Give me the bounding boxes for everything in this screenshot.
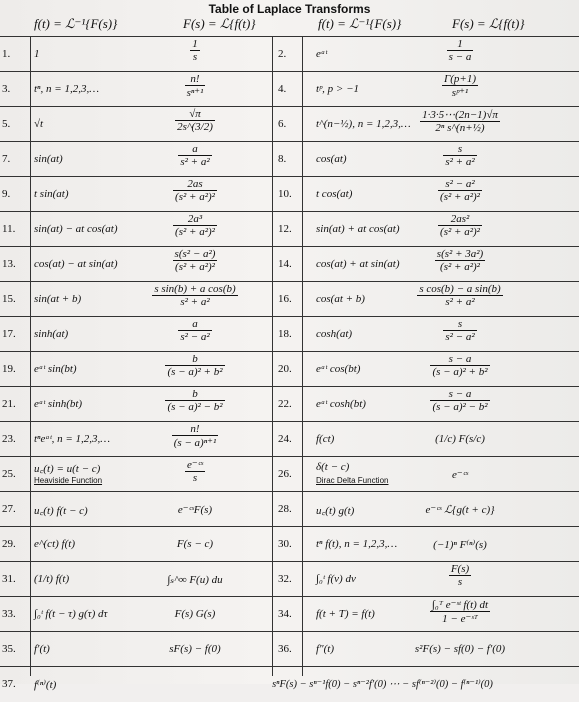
- transform-expression: [380, 643, 540, 655]
- transform-number: 22.: [278, 398, 292, 410]
- time-function: f(ct): [316, 433, 335, 445]
- transform-fraction: [420, 108, 500, 134]
- time-function: f″(t): [316, 643, 335, 655]
- time-function: eᵃᵗ sinh(bt): [34, 398, 83, 410]
- time-function: cos(at) + at sin(at): [316, 258, 400, 270]
- time-function: t cos(at): [316, 188, 353, 200]
- fraction-denominator: s² + a²: [180, 296, 210, 308]
- table-row: [0, 36, 579, 72]
- fraction-denominator: 2s^(3/2): [177, 121, 213, 133]
- time-function: tⁿ, n = 1,2,3,…: [34, 83, 99, 95]
- transform-fraction: [447, 38, 474, 63]
- function-name-note: Heaviside Function: [34, 476, 103, 485]
- transform-number: 33.: [2, 608, 16, 620]
- fraction-denominator: s² + a²: [445, 156, 475, 168]
- time-function: 1: [34, 48, 40, 60]
- transform-expression: [115, 643, 275, 655]
- fraction-denominator: (s² + a²)²: [440, 226, 480, 238]
- transform-fraction: [449, 563, 471, 588]
- transform-number: 17.: [2, 328, 16, 340]
- table-row: [0, 176, 579, 212]
- transform-value: sⁿF(s) − sⁿ⁻¹f(0) − sⁿ⁻²f′(0) ⋯ − sf⁽ⁿ⁻²⁾(0) − f⁽ⁿ⁻¹⁾(0): [272, 679, 493, 690]
- fraction-numerator: e⁻ᶜˢ: [187, 459, 203, 471]
- transform-fraction: [178, 318, 211, 343]
- transform-fraction: [152, 283, 237, 308]
- transform-expression: [380, 353, 540, 378]
- transform-expression: [115, 318, 275, 343]
- fraction-denominator: s² + a²: [445, 296, 475, 308]
- transform-fraction: [417, 283, 502, 308]
- transform-expression: [190, 678, 575, 690]
- table-row: [0, 211, 579, 247]
- transform-expression: [115, 143, 275, 168]
- transform-fraction: [172, 423, 219, 449]
- transform-expression: [380, 38, 540, 63]
- time-function: t sin(at): [34, 188, 69, 200]
- fraction-denominator: (s − a)² + b²: [167, 366, 223, 378]
- transform-number: 23.: [2, 433, 16, 445]
- transform-fraction: [438, 213, 482, 238]
- transform-expression: [115, 458, 275, 484]
- transform-expression: [115, 283, 275, 308]
- table-row: [0, 561, 579, 597]
- time-function: tⁿ f(t), n = 1,2,3,…: [316, 538, 398, 550]
- table-row: [0, 596, 579, 632]
- transform-fraction: [173, 213, 217, 238]
- transform-number: 11.: [2, 223, 16, 235]
- transform-expression: [115, 248, 275, 273]
- transform-expression: [380, 563, 540, 588]
- fraction-denominator: (s² + a²)²: [440, 191, 480, 203]
- transform-expression: [115, 73, 275, 99]
- transform-number: 21.: [2, 398, 16, 410]
- transform-value: F(s − c): [176, 538, 214, 550]
- transform-expression: [115, 178, 275, 203]
- transform-value: sF(s) − f(0): [169, 643, 221, 655]
- transform-number: 31.: [2, 573, 16, 585]
- transform-fraction: [165, 353, 224, 378]
- fraction-denominator: s − a: [448, 51, 472, 63]
- time-function: ∫₀ᵗ f(v) dv: [316, 573, 356, 585]
- fraction-numerator: s(s² − a²): [174, 248, 216, 260]
- transform-expression: [115, 573, 275, 586]
- fraction-denominator: 2ⁿ s^(n+½): [435, 122, 485, 134]
- time-function: sinh(at): [34, 328, 69, 340]
- transform-number: 26.: [278, 468, 292, 480]
- table-row: [0, 351, 579, 387]
- fraction-denominator: (s² + a²)²: [175, 261, 215, 273]
- time-function: u꜀(t) = u(t − c): [34, 463, 101, 475]
- fraction-denominator: (s − a)² − b²: [167, 401, 223, 413]
- transform-number: 3.: [2, 83, 11, 95]
- transform-number: 6.: [278, 118, 287, 130]
- fraction-denominator: (s − a)² − b²: [432, 401, 488, 413]
- transform-fraction: [165, 388, 224, 413]
- fraction-denominator: s: [192, 472, 198, 484]
- transform-value: e⁻ᶜˢ ℒ{g(t + c)}: [425, 504, 495, 516]
- transform-number: 8.: [278, 153, 287, 165]
- transform-fraction: [435, 248, 485, 273]
- fraction-numerator: Γ(p+1): [443, 73, 476, 85]
- table-row: [0, 71, 579, 107]
- transform-expression: [380, 598, 540, 625]
- fraction-denominator: (s² + a²)²: [175, 226, 215, 238]
- fraction-denominator: s: [457, 576, 463, 588]
- fraction-denominator: (s − a)ⁿ⁺¹: [173, 437, 217, 449]
- transform-fraction: [190, 38, 200, 63]
- time-function: cosh(at): [316, 328, 353, 340]
- fraction-numerator: 2as: [173, 178, 217, 191]
- fraction-numerator: √π: [175, 108, 215, 121]
- time-function: f⁽ⁿ⁾(t): [34, 679, 57, 691]
- fraction-denominator: s² − a²: [445, 331, 475, 343]
- transform-expression: [380, 73, 540, 99]
- transform-expression: [380, 248, 540, 273]
- time-function: t^(n−½), n = 1,2,3,…: [316, 118, 411, 130]
- transform-number: 19.: [2, 363, 16, 375]
- time-function: eᵃᵗ sin(bt): [34, 363, 77, 375]
- fraction-numerator: n!: [172, 423, 219, 436]
- transform-number: 34.: [278, 608, 292, 620]
- fraction-numerator: 1: [447, 38, 474, 51]
- header-f-right: f(t) = ℒ⁻¹{F(s)}: [318, 16, 402, 31]
- table-row: [0, 491, 579, 527]
- fraction-numerator: n!: [185, 73, 206, 86]
- transform-expression: [380, 503, 540, 516]
- transform-expression: [380, 433, 540, 445]
- transform-value: (−1)ⁿ F⁽ⁿ⁾(s): [433, 539, 487, 551]
- transform-fraction: [443, 318, 476, 343]
- time-function: f(t + T) = f(t): [316, 608, 375, 620]
- time-function: f′(t): [34, 643, 50, 655]
- fraction-numerator: s − a: [430, 388, 489, 401]
- table-row: [0, 386, 579, 422]
- transform-number: 35.: [2, 643, 16, 655]
- transform-number: 18.: [278, 328, 292, 340]
- transform-number: 10.: [278, 188, 292, 200]
- transform-expression: [115, 608, 275, 620]
- transform-expression: [115, 38, 275, 63]
- transform-expression: [115, 108, 275, 133]
- fraction-numerator: a: [178, 318, 211, 331]
- fraction-numerator: ∫₀ᵀ e⁻ˢᵗ f(t) dt: [431, 599, 489, 611]
- fraction-denominator: 1 − e⁻ˢᵀ: [442, 613, 478, 625]
- transform-expression: [380, 318, 540, 343]
- fraction-numerator: s sin(b) + a cos(b): [154, 283, 236, 295]
- transform-expression: [380, 108, 540, 134]
- transform-fraction: [185, 458, 205, 484]
- fraction-numerator: s² − a²: [438, 178, 482, 191]
- transform-expression: [115, 423, 275, 449]
- transform-expression: [380, 213, 540, 238]
- transform-expression: [380, 143, 540, 168]
- transform-number: 14.: [278, 258, 292, 270]
- transform-value: F(s) G(s): [174, 608, 216, 620]
- transform-fraction: [185, 73, 206, 99]
- transform-expression: [115, 388, 275, 413]
- fraction-numerator: s: [443, 143, 476, 156]
- fraction-numerator: s cos(b) − a sin(b): [419, 283, 501, 295]
- transform-value: (1/c) F(s/c): [435, 433, 485, 445]
- time-function: eᵃᵗ cos(bt): [316, 363, 361, 375]
- time-function: sin(at) + at cos(at): [316, 223, 400, 235]
- header-f-left: f(t) = ℒ⁻¹{F(s)}: [34, 16, 118, 31]
- transform-fraction: [438, 178, 482, 203]
- table-row: [0, 316, 579, 352]
- transform-fraction: [173, 178, 217, 203]
- transform-expression: [380, 178, 540, 203]
- transform-fraction: [430, 598, 490, 625]
- transform-value: e⁻ᶜˢ: [452, 469, 468, 481]
- transform-fraction: [178, 143, 211, 168]
- time-function: tᵖ, p > −1: [316, 83, 360, 95]
- time-function: cos(at) − at sin(at): [34, 258, 118, 270]
- transform-value: e⁻ᶜˢF(s): [177, 504, 213, 516]
- fraction-numerator: a: [178, 143, 211, 156]
- transform-number: 4.: [278, 83, 287, 95]
- table-row: [0, 526, 579, 562]
- fraction-denominator: sⁿ⁺¹: [186, 87, 204, 99]
- time-function: u꜀(t) g(t): [316, 505, 355, 517]
- transform-number: 36.: [278, 643, 292, 655]
- table-row: [0, 666, 579, 702]
- table-row: [0, 281, 579, 317]
- page-title: Table of Laplace Transforms: [208, 2, 371, 16]
- transform-number: 32.: [278, 573, 292, 585]
- table-row: [0, 631, 579, 667]
- fraction-numerator: F(s): [450, 563, 470, 575]
- fraction-denominator: s² − a²: [180, 331, 210, 343]
- time-function: √t: [34, 118, 44, 130]
- transform-number: 7.: [2, 153, 11, 165]
- transform-number: 15.: [2, 293, 16, 305]
- transform-fraction: [430, 388, 489, 413]
- table-row: [0, 456, 579, 492]
- fraction-denominator: s² + a²: [180, 156, 210, 168]
- time-function: sin(at) − at cos(at): [34, 223, 118, 235]
- transform-expression: [380, 538, 540, 551]
- time-function: cos(at + b): [316, 293, 365, 305]
- fraction-numerator: 2a³: [173, 213, 217, 226]
- transform-expression: [380, 468, 540, 481]
- transform-expression: [115, 503, 275, 516]
- time-function: sin(at): [34, 153, 63, 165]
- header-F-right: F(s) = ℒ{f(t)}: [452, 16, 525, 31]
- transform-value: s²F(s) − sf(0) − f′(0): [414, 643, 506, 655]
- time-function: (1/t) f(t): [34, 573, 70, 585]
- fraction-denominator: (s² + a²)²: [440, 261, 480, 273]
- transform-expression: [115, 213, 275, 238]
- transform-number: 9.: [2, 188, 11, 200]
- transform-number: 1.: [2, 48, 11, 60]
- time-function: eᵃᵗ: [316, 48, 328, 60]
- transform-number: 24.: [278, 433, 292, 445]
- fraction-numerator: b: [165, 353, 224, 366]
- header-F-left: F(s) = ℒ{f(t)}: [183, 16, 256, 31]
- transform-expression: [380, 283, 540, 308]
- fraction-numerator: 1: [192, 38, 198, 50]
- transform-number: 13.: [2, 258, 16, 270]
- transform-number: 12.: [278, 223, 292, 235]
- fraction-numerator: 1·3·5⋯(2n−1)√π: [422, 109, 498, 121]
- fraction-numerator: s − a: [430, 353, 489, 366]
- transform-expression: [115, 353, 275, 378]
- transform-number: 27.: [2, 503, 16, 515]
- transform-number: 25.: [2, 468, 16, 480]
- fraction-numerator: s: [443, 318, 476, 331]
- transform-fraction: [173, 248, 218, 273]
- fraction-numerator: s(s² + 3a²): [436, 248, 484, 260]
- transform-number: 16.: [278, 293, 292, 305]
- table-row: [0, 421, 579, 457]
- fraction-numerator: b: [165, 388, 224, 401]
- transform-fraction: [175, 108, 215, 133]
- time-function: e^(ct) f(t): [34, 538, 75, 550]
- fraction-denominator: sᵖ⁺¹: [451, 87, 469, 99]
- table-row: [0, 141, 579, 177]
- fraction-denominator: (s − a)² + b²: [432, 366, 488, 378]
- time-function: sin(at + b): [34, 293, 82, 305]
- time-function: tⁿeᵃᵗ, n = 1,2,3,…: [34, 433, 111, 445]
- transform-value: ∫ₛ^∞ F(u) du: [167, 574, 223, 586]
- time-function: ∫₀ᵗ f(t − τ) g(τ) dτ: [34, 608, 108, 620]
- transform-expression: [115, 538, 275, 550]
- transform-number: 29.: [2, 538, 16, 550]
- table-row: [0, 246, 579, 282]
- transform-fraction: [442, 73, 478, 99]
- fraction-denominator: (s² + a²)²: [175, 191, 215, 203]
- time-function: u꜀(t) f(t − c): [34, 505, 88, 517]
- transform-number: 5.: [2, 118, 11, 130]
- transform-number: 2.: [278, 48, 287, 60]
- transform-expression: [380, 388, 540, 413]
- fraction-numerator: 2as²: [438, 213, 482, 226]
- time-function: eᵃᵗ cosh(bt): [316, 398, 366, 410]
- table-row: [0, 106, 579, 142]
- transform-number: 30.: [278, 538, 292, 550]
- transform-number: 37.: [2, 678, 16, 690]
- transform-fraction: [430, 353, 489, 378]
- time-function: δ(t − c): [316, 461, 350, 473]
- transform-number: 20.: [278, 363, 292, 375]
- function-name-note: Dirac Delta Function: [316, 476, 389, 485]
- fraction-denominator: s: [192, 51, 198, 63]
- transform-fraction: [443, 143, 476, 168]
- time-function: cos(at): [316, 153, 347, 165]
- transform-number: 28.: [278, 503, 292, 515]
